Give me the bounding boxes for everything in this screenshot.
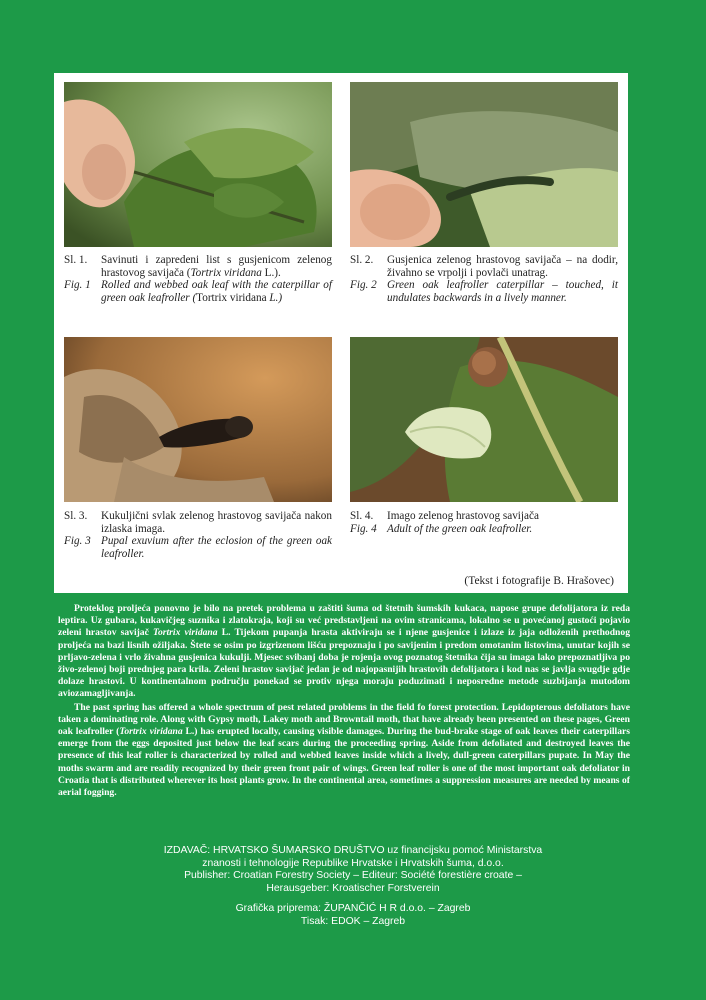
photo-credit: (Tekst i fotografije B. Hrašovec)	[464, 575, 614, 587]
publisher-line-hr-2: znanosti i tehnologije Republike Hrvatske i Hrvatskih šuma, d.o.o.	[202, 857, 504, 869]
caption-number-hr: Sl. 1.	[64, 254, 88, 266]
caption-number-en: Fig. 3	[64, 535, 91, 548]
paragraph-english	[58, 702, 630, 800]
caption-number-en: Fig. 2	[350, 279, 377, 292]
photo-pupal-exuvium	[64, 337, 332, 502]
caption-text-en: Pupal exuvium after the eclosion of the green oak leafroller.	[101, 535, 332, 560]
article-body	[58, 603, 630, 799]
photo-caterpillar	[350, 82, 618, 247]
caption-tail-hr: L.).	[261, 266, 281, 279]
species-name-en: Tortrix viridana	[196, 291, 267, 304]
species-name: Tortrix viridana	[190, 266, 262, 279]
species-name: Tortrix viridana	[153, 627, 218, 639]
imprint	[0, 845, 706, 929]
paragraph-hr-part-b: L. Tijekom pupanja hrasta aktiviraju se i njene gusjenice i izlaze iz jaja odloženih prethodnog proljeća na bazi lisnih ožiljaka. Štete se osim po izgrizenom lišću prepoznaju i po savijenim i predom omotanim listovima, unutar kojih se prljavo-zelena i vrlo živahna gusjenica kukulji. Mjesec svibanj doba je rojenja ovog poznatog štetnika čija su imaga lako prepoznatljiva po živo-zelenoj boji prednjeg para krila. Zeleni hrastov savijač jedan je od najopasnijih hrastovih defolijatora i kod nas se javlja svugdje gdje dolaze hrastovi. U kontinentalnom području ponekad se protiv njega moraju poduzimati i neposredne metode suzbijanja mutodom aviozamagljivanja.	[58, 627, 630, 700]
printer-line: Tisak: EDOK – Zagreb	[300, 915, 406, 927]
photo-rolled-leaf	[64, 82, 332, 247]
caption-text-en: Green oak leafroller caterpillar – touched, it undulates backwards in a lively manner.	[387, 279, 618, 304]
caption-text-en: Adult of the green oak leafroller.	[387, 522, 533, 535]
species-name: Tortrix viridana	[119, 726, 183, 738]
caption-number-en: Fig. 1	[64, 279, 91, 292]
caption-text-hr: Savinuti i zapredeni list s gusjenicom zelenog hrastovog savijača (	[101, 254, 332, 279]
paragraph-en-part-a: The past spring has offered a whole spectrum of pest related problems in the field fo forest protection. Lepidopterous defoliators have taken a dominating role. Along with Gypsy moth, Lakey moth and Browntail moth, that have already been presented on these pages, Green oak leafroller (	[58, 701, 630, 738]
caption-figure-3	[64, 510, 332, 560]
caption-number-en: Fig. 4	[350, 522, 377, 535]
caption-figure-2	[350, 254, 618, 304]
paragraph-en-part-b: L.) has erupted locally, causing visible damages. During the bud-brake stage of oak leaves their caterpillars emerge from the eggs deposited just below the leaf scars during the proceeding spring. Aside from defoliated and destroyed leaves the presence of this leaf roller is characterized by rolled and webbed leaves inside which a lively, dull-green caterpillars pupate. In May the moths swarm and are readily recognized by their green front pair of wings. Green leaf roller is one of the most important oak defoliator in Croatia that is distributed wherever its host plants grow. In the continental area, sometimes a suppression measures are needed by means of aerial fogging.	[58, 726, 630, 799]
publisher-line-en: Publisher: Croatian Forestry Society – Editeur: Société forestière croate –	[184, 870, 522, 882]
caption-text-hr: Imago zelenog hrastovog savijača	[387, 510, 539, 522]
publisher-line-hr: IZDAVAČ: HRVATSKO ŠUMARSKO DRUŠTVO uz financijsku pomoć Ministarstva	[163, 845, 543, 856]
paragraph-croatian	[58, 603, 630, 701]
caption-text-en: Rolled and webbed oak leaf with the caterpillar of green oak leafroller (	[101, 279, 332, 304]
caption-number-hr: Sl. 2.	[350, 254, 374, 266]
caption-text-hr: Kukuljični svlak zelenog hrastovog savijača nakon izlaska imaga.	[101, 510, 332, 535]
photo-adult-moth	[350, 337, 618, 502]
paragraph-hr-part-a: Proteklog proljeća ponovno je bilo na pretek problema u zaštiti šuma od štetnih šumskih kukaca, napose grupe defolijatora iz reda leptira. Uz gubara, kukavičjeg suznika i zlatokraja, koji su već predstavljeni na ovim stranicama, lokalno se u povećanoj gustoći pojavio zeleni hrastov savijač	[58, 603, 630, 639]
caption-figure-4	[350, 510, 618, 535]
caption-number-hr: Sl. 3.	[64, 510, 88, 522]
caption-tail-en: L.)	[266, 291, 283, 304]
caption-number-hr: Sl. 4.	[350, 510, 374, 522]
caption-text-hr: Gusjenica zelenog hrastovog savijača – na dodir, živahno se vrpolji i povlači unatrag.	[387, 254, 618, 279]
publisher-line-de: Herausgeber: Kroatischer Forstverein	[266, 882, 440, 894]
prepress-line: Grafička priprema: ŽUPANČIĆ H R d.o.o. – Zagreb	[235, 903, 471, 915]
figure-panel	[54, 73, 628, 593]
caption-figure-1	[64, 254, 332, 304]
